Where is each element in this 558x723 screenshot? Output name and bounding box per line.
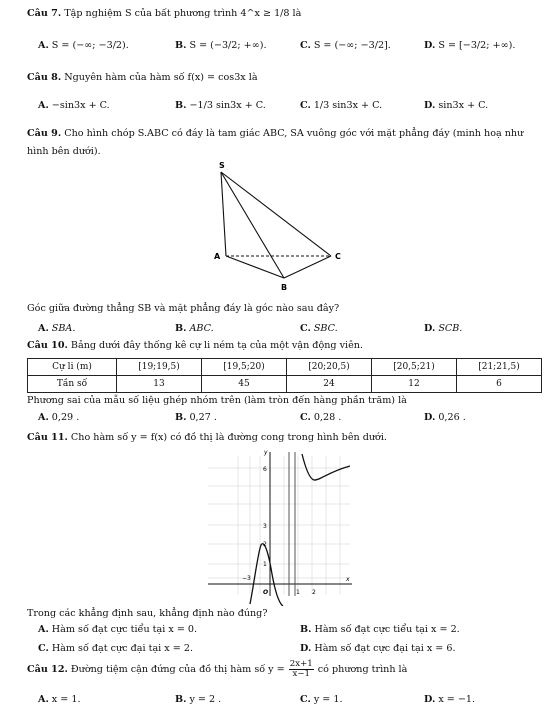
- q11-option-d[interactable]: [300, 643, 456, 654]
- q7-option-a-text: S = (−∞; −3/2).: [51, 40, 129, 51]
- q7-option-b-label: B.: [175, 40, 187, 51]
- q11-option-b-label: B.: [300, 624, 312, 635]
- q9-option-d-text: SCB.: [438, 323, 463, 334]
- q9-option-b-label: B.: [175, 323, 187, 334]
- q7-option-d-text: S = [−3/2; +∞).: [438, 40, 516, 51]
- q7-option-d[interactable]: [424, 40, 515, 51]
- graph-curve-left: [250, 544, 283, 606]
- q10-option-d-label: D.: [424, 412, 436, 423]
- q9-option-d[interactable]: [424, 323, 462, 334]
- table-cell: [21;21,5): [457, 359, 542, 376]
- q11-text: Cho hàm số y = f(x) có đồ thị là đường cong trong hình bên dưới.: [70, 432, 387, 443]
- q10-option-a-label: A.: [38, 412, 49, 423]
- q9-option-a-text: SBA.: [51, 323, 76, 334]
- table-cell: [20,5;21): [372, 359, 457, 376]
- tick-label: 3: [263, 523, 267, 530]
- q11-option-b-text: Hàm số đạt cực tiểu tại x = 2.: [314, 624, 460, 635]
- q12-fraction-denominator: x−1: [292, 669, 310, 679]
- q10-option-c-text: 0,28 .: [313, 412, 342, 423]
- q12-option-c-label: C.: [300, 694, 311, 705]
- q10-option-b[interactable]: [175, 412, 217, 423]
- q7-option-b[interactable]: [175, 40, 267, 51]
- q8-option-a[interactable]: [38, 100, 110, 111]
- q8-option-b-label: B.: [175, 100, 187, 111]
- q12-option-a-text: x = 1.: [51, 694, 81, 705]
- table-cell: 24: [287, 376, 372, 393]
- q12-option-d[interactable]: [424, 694, 475, 705]
- q7-label: Câu 7.: [27, 8, 62, 19]
- q7-option-b-text: S = (−3/2; +∞).: [189, 40, 267, 51]
- table-cell: [19,5;20): [202, 359, 287, 376]
- q8-option-d-label: D.: [424, 100, 436, 111]
- pyramid-figure: [200, 160, 350, 300]
- table-cell: [19;19,5): [117, 359, 202, 376]
- q8-option-b[interactable]: [175, 100, 266, 111]
- q12-label: Câu 12.: [27, 664, 68, 675]
- q7-option-d-label: D.: [424, 40, 436, 51]
- q12-stem: [27, 660, 407, 679]
- q11-option-c-text: Hàm số đạt cực đại tại x = 2.: [51, 643, 194, 654]
- q12-fraction: [289, 660, 314, 679]
- q9-text-line1: Cho hình chóp S.ABC có đáy là tam giác ABC, SA vuông góc với mặt phẳng đáy (minh hoạ như: [64, 128, 524, 139]
- q11-stem: [27, 432, 387, 443]
- q7-text: Tập nghiệm S của bất phương trình 4^x ≥ 1/8 là: [64, 8, 302, 19]
- q9-option-a-label: A.: [38, 323, 49, 334]
- q8-option-d[interactable]: [424, 100, 488, 111]
- table-row: [28, 376, 542, 393]
- table-cell: 13: [117, 376, 202, 393]
- q7-option-a-label: A.: [38, 40, 49, 51]
- q10-label: Câu 10.: [27, 340, 68, 351]
- q12-option-b[interactable]: [175, 694, 221, 705]
- q11-option-a-label: A.: [38, 624, 49, 635]
- q9-option-c[interactable]: [300, 323, 338, 334]
- q10-stem: [27, 340, 363, 351]
- q12-fraction-numerator: 2x+1: [289, 659, 313, 669]
- q9-option-a[interactable]: [38, 323, 75, 334]
- q10-option-c[interactable]: [300, 412, 341, 423]
- q12-option-a[interactable]: [38, 694, 81, 705]
- q11-label: Câu 11.: [27, 432, 68, 443]
- q11-option-d-text: Hàm số đạt cực đại tại x = 6.: [314, 643, 456, 654]
- table-row: [28, 359, 542, 376]
- q9-option-c-text: SBC.: [313, 323, 338, 334]
- q12-option-c-text: y = 1.: [313, 694, 343, 705]
- q7-option-c-label: C.: [300, 40, 311, 51]
- q11-question: Trong các khẳng định sau, khẳng định nào đúng?: [27, 608, 268, 619]
- q9-label: Câu 9.: [27, 128, 62, 139]
- table-header-frequency: Tần số: [28, 376, 117, 393]
- vertex-b-label: B: [281, 283, 288, 292]
- q7-option-c[interactable]: [300, 40, 391, 51]
- table-header-distance: Cự li (m): [28, 359, 117, 376]
- vertex-c-label: C: [335, 252, 341, 261]
- q10-text: Bảng dưới đây thống kê cự li ném tạ của một vận động viên.: [70, 340, 363, 351]
- q11-option-b[interactable]: [300, 624, 460, 635]
- table-cell: [20;20,5): [287, 359, 372, 376]
- q12-option-d-text: x = −1.: [438, 694, 476, 705]
- function-graph: [200, 446, 360, 606]
- q8-option-d-text: sin3x + C.: [438, 100, 489, 111]
- q9-question: Góc giữa đường thẳng SB và mặt phẳng đáy là góc nào sau đây?: [27, 303, 340, 314]
- tick-label: 1: [263, 561, 267, 568]
- origin-label: O: [263, 589, 269, 596]
- q11-option-d-label: D.: [300, 643, 312, 654]
- q8-option-c-text: 1/3 sin3x + C.: [313, 100, 383, 111]
- vertex-s-label: S: [219, 161, 225, 170]
- q12-option-b-text: y = 2 .: [189, 694, 222, 705]
- q8-label: Câu 8.: [27, 72, 62, 83]
- q10-question: Phương sai của mẫu số liệu ghép nhóm trên (làm tròn đến hàng phần trăm) là: [27, 395, 407, 406]
- q10-option-a-text: 0,29 .: [51, 412, 80, 423]
- q10-option-b-label: B.: [175, 412, 187, 423]
- tick-label: 6: [263, 466, 267, 473]
- q8-option-a-text: −sin3x + C.: [51, 100, 110, 111]
- q7-stem: [27, 8, 301, 19]
- q10-option-d-text: 0,26 .: [438, 412, 466, 423]
- y-axis-label: y: [264, 449, 268, 456]
- q8-option-c[interactable]: [300, 100, 382, 111]
- tick-label: −3: [242, 575, 251, 582]
- table-cell: 12: [372, 376, 457, 393]
- q7-option-a[interactable]: [38, 40, 129, 51]
- q9-option-d-label: D.: [424, 323, 436, 334]
- q9-stem: [27, 128, 523, 139]
- q8-stem: [27, 72, 258, 83]
- q11-option-a[interactable]: [38, 624, 197, 635]
- q12-text-after: có phương trình là: [317, 664, 408, 675]
- q8-option-c-label: C.: [300, 100, 311, 111]
- q8-option-a-label: A.: [38, 100, 49, 111]
- x-axis-label: x: [346, 576, 350, 583]
- table-cell: 6: [457, 376, 542, 393]
- q8-option-b-text: −1/3 sin3x + C.: [189, 100, 266, 111]
- q12-option-c[interactable]: [300, 694, 343, 705]
- graph-grid: [208, 456, 350, 594]
- q10-option-c-label: C.: [300, 412, 311, 423]
- q10-option-d[interactable]: [424, 412, 466, 423]
- q10-option-a[interactable]: [38, 412, 79, 423]
- q8-text: Nguyên hàm của hàm số f(x) = cos3x là: [64, 72, 258, 83]
- table-cell: 45: [202, 376, 287, 393]
- q12-option-a-label: A.: [38, 694, 49, 705]
- q9-option-c-label: C.: [300, 323, 311, 334]
- q9-stem-line2: hình bên dưới).: [27, 146, 101, 157]
- tick-label: 1: [296, 589, 300, 596]
- frequency-table: [27, 358, 542, 393]
- q9-option-b[interactable]: [175, 323, 214, 334]
- vertex-a-label: A: [214, 252, 221, 261]
- q12-text-before: Đường tiệm cận đứng của đồ thị hàm số y =: [70, 664, 285, 675]
- tick-label: 2: [312, 589, 316, 596]
- q11-option-a-text: Hàm số đạt cực tiểu tại x = 0.: [51, 624, 198, 635]
- q12-option-d-label: D.: [424, 694, 436, 705]
- q11-option-c[interactable]: [38, 643, 193, 654]
- q7-option-c-text: S = (−∞; −3/2].: [313, 40, 391, 51]
- q12-option-b-label: B.: [175, 694, 187, 705]
- q11-option-c-label: C.: [38, 643, 49, 654]
- tick-label: 2: [263, 541, 267, 548]
- q9-option-b-text: ABC.: [189, 323, 214, 334]
- q10-option-b-text: 0,27 .: [189, 412, 217, 423]
